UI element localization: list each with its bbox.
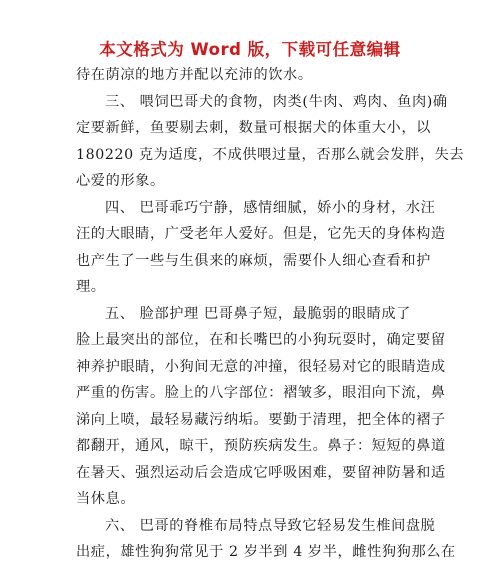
paragraph-six [76, 513, 456, 566]
text-line: 汪的大眼睛，广受老年人爱好。但是，它先天的身体构造 [76, 226, 446, 242]
document-body [76, 62, 465, 566]
text-line: 都翻开，通风，晾干，预防疾病发生。鼻子：短短的鼻道 [76, 438, 446, 454]
paragraph-continuation [76, 62, 438, 89]
text-line: 在暑天、强烈运动后会造成它呼吸困难，要留神防暑和适 [76, 464, 446, 481]
text-line: 六、 巴哥的脊椎布局特点导致它轻易发生椎间盘脱 [105, 517, 436, 534]
text-line: 五、 脸部护理 巴哥鼻子短，最脆弱的眼睛成了 [105, 305, 411, 322]
text-line: 严重的伤害。脸上的八字部位：褶皱多，眼泪向下流，鼻 [76, 385, 446, 401]
paragraph-five [76, 301, 446, 513]
text-line: 脸上最突出的部位，在和长嘴巴的小狗玩耍时，确定要留 [76, 332, 446, 348]
text-line: 心爱的形象。 [76, 173, 165, 189]
text-line: 待在荫凉的地方并配以充沛的饮水。 [76, 67, 313, 83]
text-line: 涕向上喷，最轻易藏污纳垢。要勤于清理，把全体的褶子 [76, 411, 446, 428]
text-line: 也产生了一些与生俱来的麻烦，需要仆人细心查看和护 [76, 252, 431, 269]
text-line: 理。 [76, 279, 106, 295]
paragraph-four [76, 195, 446, 301]
text-line: 三、 喂饲巴哥犬的食物，肉类(牛肉、鸡肉、鱼肉)确 [105, 93, 448, 110]
text-line: 神养护眼睛，小狗间无意的冲撞，很轻易对它的眼睛造成 [76, 358, 446, 375]
paragraph-three [76, 89, 465, 195]
text-line: 定要新鲜，鱼要剔去刺，数量可根据犬的体重大小，以 [76, 120, 431, 136]
word-format-banner: 本文格式为 Word 版，下载可任意编辑 [99, 40, 401, 59]
text-line: 四、 巴哥乖巧宁静，感情细腻，娇小的身材，水汪 [105, 199, 436, 216]
text-line: 当休息。 [76, 491, 136, 507]
text-line: 180220 克为适度，不成供喂过量，否那么就会发胖，失去 [76, 146, 465, 163]
text-line: 出症，雄性狗狗常见于 2 岁半到 4 岁半，雌性狗狗那么在 [76, 544, 456, 560]
